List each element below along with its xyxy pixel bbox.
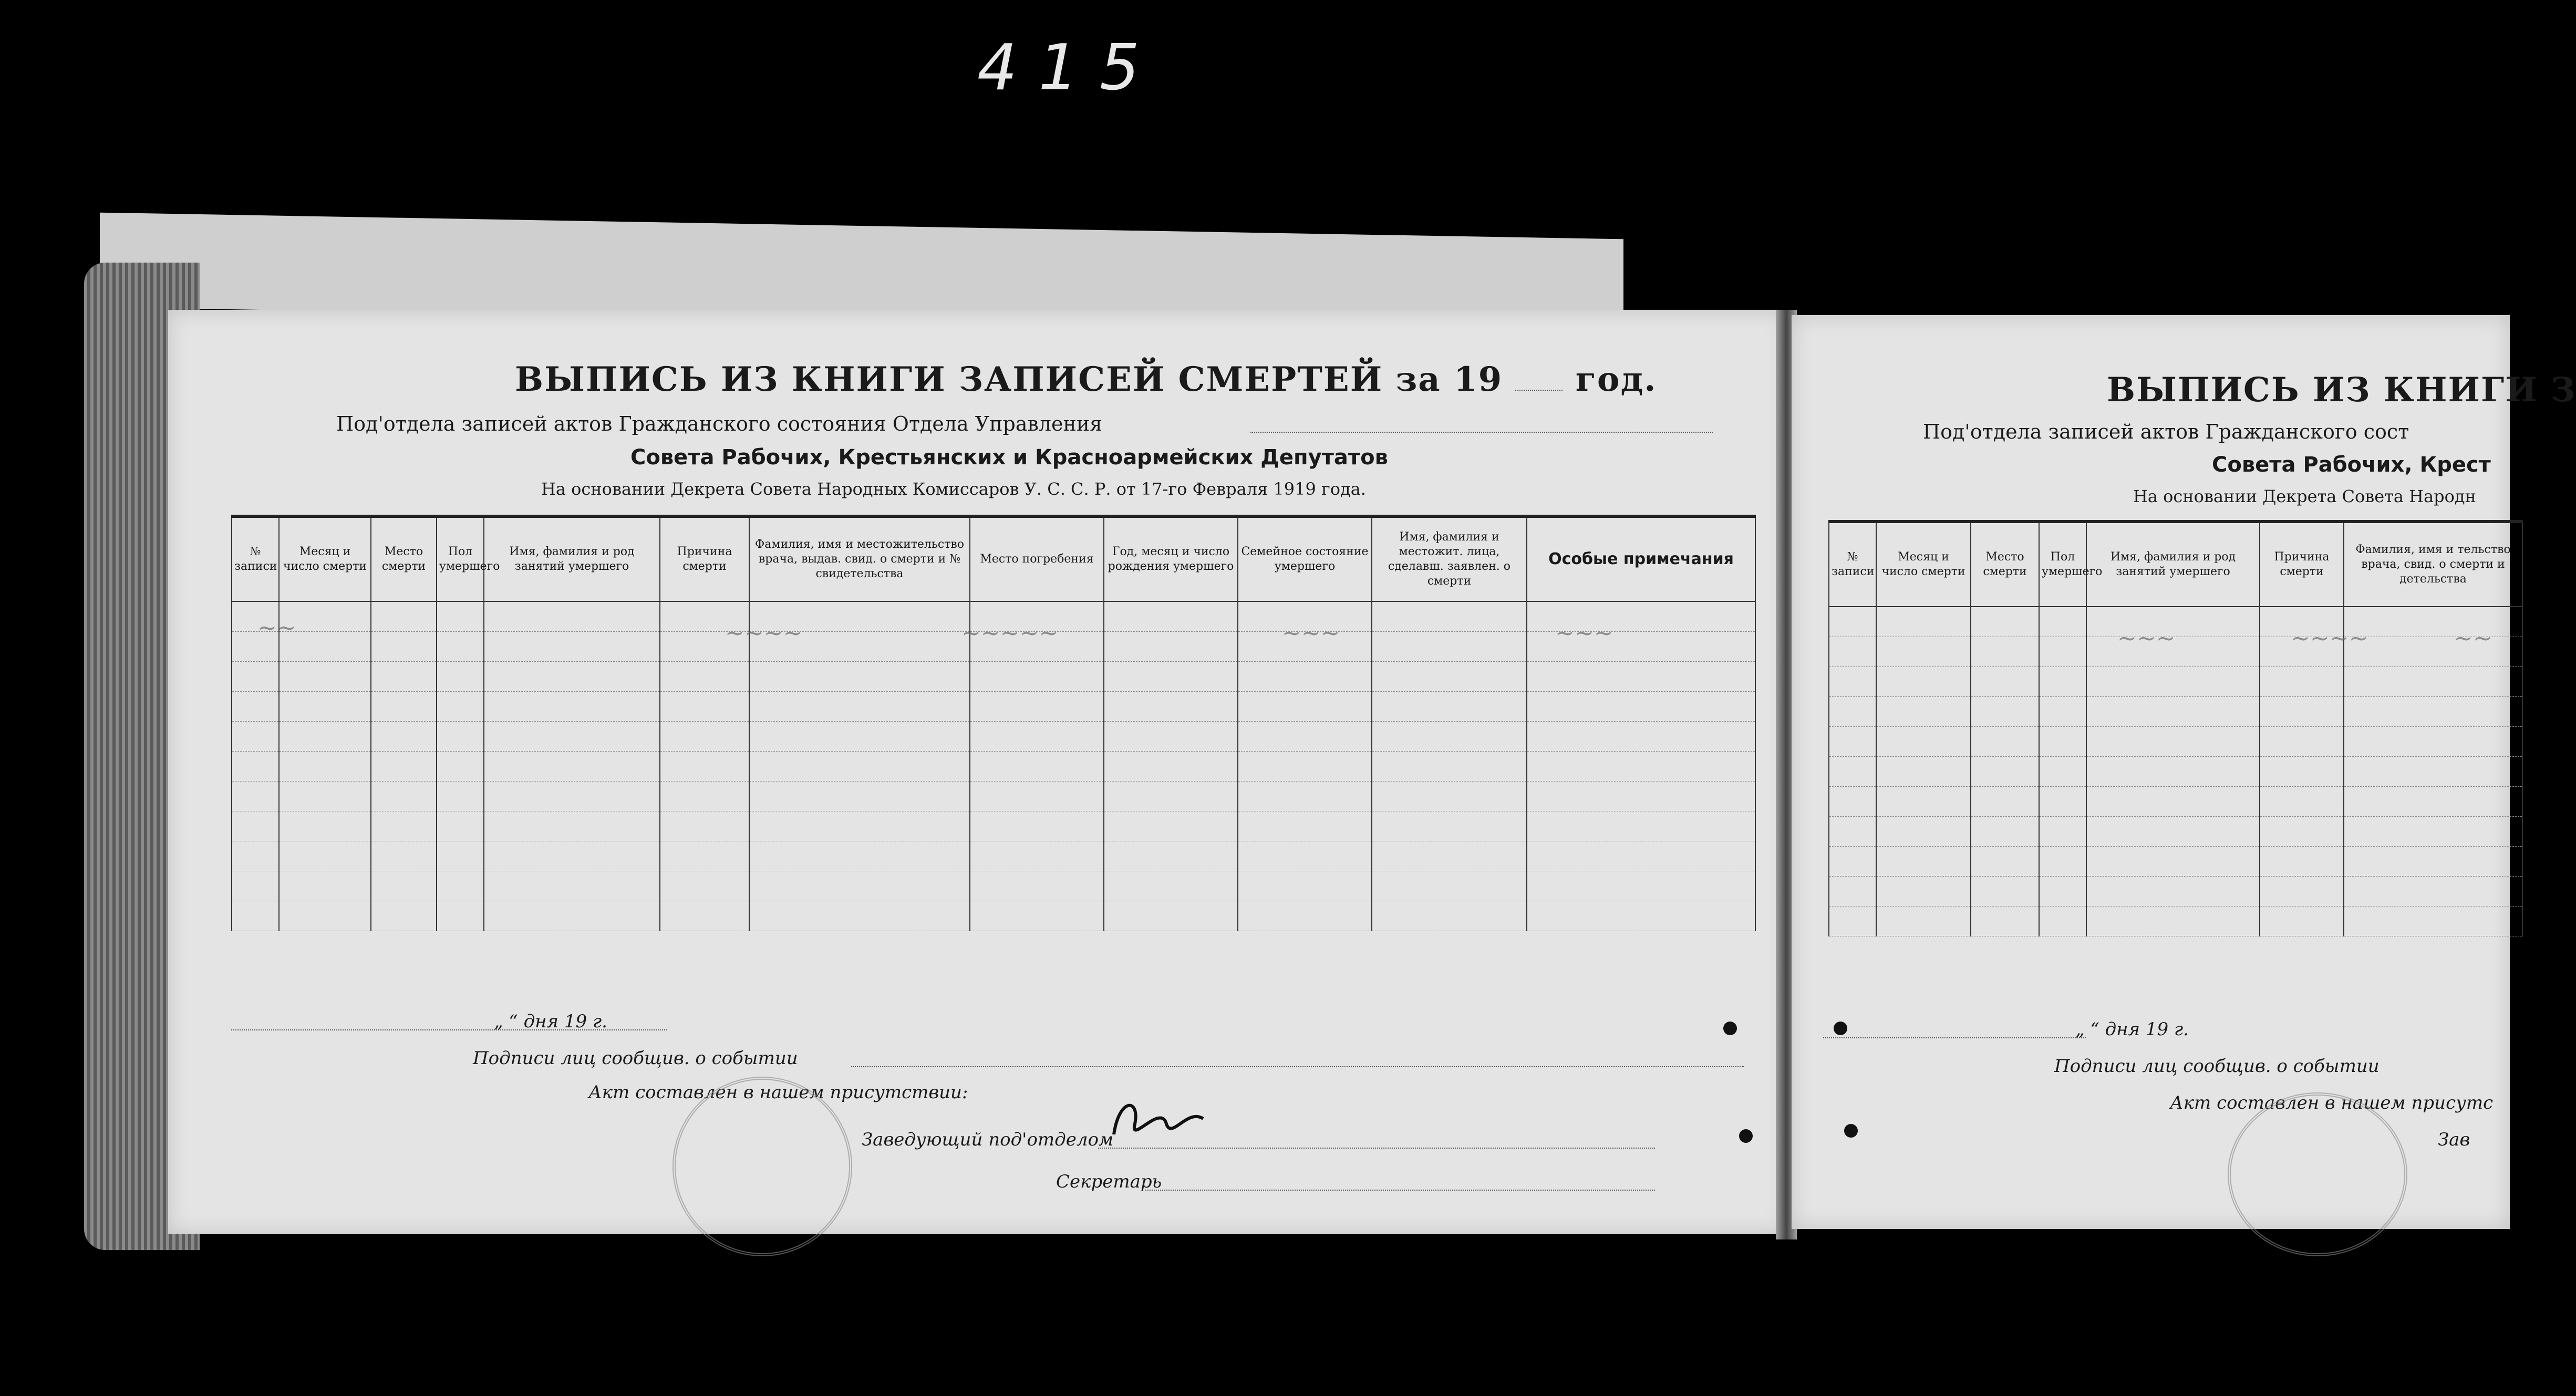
left-subtitle-1: Под'отдела записей актов Гражданского состояния Отдела Управления xyxy=(336,412,1103,435)
archive-number: 415 xyxy=(977,32,1161,105)
left-ledger-header xyxy=(232,516,1755,601)
handwriting-trace: ~~~~ xyxy=(2291,625,2368,652)
col-death-date: Месяц и число смерти xyxy=(279,516,371,601)
table-row xyxy=(1829,787,2522,817)
table-row xyxy=(1829,847,2522,877)
handwriting-trace: ~~~ xyxy=(1282,620,1340,647)
table-row xyxy=(232,752,1755,782)
handwriting-trace: ~~~ xyxy=(2117,625,2176,652)
left-subtitle-fill xyxy=(1250,432,1713,433)
right-date-line: „ “ дня 19 г. xyxy=(2075,1019,2189,1040)
col-birth-date: Год, месяц и число рождения умершего xyxy=(1104,516,1238,601)
right-subtitle-2: Совета Рабочих, Крест xyxy=(2212,453,2491,477)
right-title: ВЫПИСЬ ИЗ КНИГИ З xyxy=(2107,370,2576,410)
official-stamp xyxy=(673,1077,852,1256)
col-cause: Причина смерти xyxy=(660,516,749,601)
right-head-line: Зав xyxy=(2438,1129,2470,1150)
right-subtitle-3: На основании Декрета Совета Народн xyxy=(2133,486,2476,506)
table-row xyxy=(1829,817,2522,847)
table-row xyxy=(1829,907,2522,936)
table-row xyxy=(232,811,1755,841)
col-entry-number: № записи xyxy=(1829,522,1876,607)
head-signature-scribble xyxy=(1103,1092,1219,1150)
col-entry-number: № записи xyxy=(232,516,279,601)
punch-hole xyxy=(1844,1124,1858,1138)
date-fill-line xyxy=(1823,1037,2086,1038)
table-row xyxy=(232,901,1755,931)
col-declarant: Имя, фамилия и местожит. лица, сделавш. заявлен. о смерти xyxy=(1372,516,1527,601)
left-ledger-table xyxy=(231,515,1756,931)
right-ledger-table xyxy=(1828,520,2523,936)
secretary-fill-line xyxy=(1145,1190,1655,1191)
table-row xyxy=(232,782,1755,811)
table-row xyxy=(1829,757,2522,787)
left-head-line: Заведующий под'отделом xyxy=(862,1129,1114,1150)
punch-hole xyxy=(1834,1022,1847,1035)
table-row xyxy=(1829,637,2522,667)
col-death-date: Месяц и число смерти xyxy=(1876,522,1971,607)
handwriting-trace: ~~ xyxy=(257,614,296,641)
handwriting-trace: ~~~~ xyxy=(725,620,803,647)
handwriting-trace: ~~~ xyxy=(1555,620,1613,647)
right-act-line: Акт составлен в нашем присутс xyxy=(2170,1092,2494,1113)
table-row xyxy=(1829,877,2522,907)
col-death-place: Место смерти xyxy=(371,516,437,601)
col-sex: Пол умершего xyxy=(2039,522,2086,607)
official-stamp xyxy=(2228,1092,2407,1256)
table-row xyxy=(232,871,1755,901)
col-cause: Причина смерти xyxy=(2260,522,2344,607)
col-marital-status: Семейное состояние умершего xyxy=(1238,516,1372,601)
table-row xyxy=(232,841,1755,871)
right-ledger-header xyxy=(1829,522,2522,607)
table-row xyxy=(1829,727,2522,757)
col-death-place: Место смерти xyxy=(1971,522,2039,607)
col-doctor: Фамилия, имя и местожительство врача, выдав. свид. о смерти и № свидетельства xyxy=(749,516,970,601)
col-burial-place: Место погребения xyxy=(970,516,1104,601)
table-row xyxy=(1829,697,2522,727)
left-subtitle-2: Совета Рабочих, Крестьянских и Красноармейских Депутатов xyxy=(630,445,1388,470)
col-name-occupation: Имя, фамилия и род занятий умершего xyxy=(484,516,660,601)
left-title: ВЫПИСЬ ИЗ КНИГИ ЗАПИСЕЙ СМЕРТЕЙ за 19 год. xyxy=(515,360,1657,399)
punch-hole xyxy=(1723,1022,1737,1035)
left-secretary-line: Секретарь xyxy=(1056,1171,1162,1192)
left-date-line: „ “ дня 19 г. xyxy=(494,1011,607,1032)
col-doctor: Фамилия, имя и тельство врача, свид. о смерти и детельства xyxy=(2344,522,2522,607)
left-page xyxy=(168,310,1786,1234)
col-name-occupation: Имя, фамилия и род занятий умершего xyxy=(2086,522,2260,607)
punch-hole xyxy=(1739,1129,1753,1143)
table-row xyxy=(232,692,1755,722)
right-page xyxy=(1792,315,2576,1229)
left-act-line: Акт составлен в нашем присутствии: xyxy=(588,1082,968,1103)
right-subtitle-1: Под'отдела записей актов Гражданского сост xyxy=(1923,420,2409,443)
col-sex: Пол умершего xyxy=(437,516,484,601)
handwriting-trace: ~~ xyxy=(2454,625,2492,652)
col-special-notes: Особые примечания xyxy=(1527,516,1755,601)
signatures-fill-line xyxy=(851,1066,1744,1067)
table-row xyxy=(1829,607,2522,637)
handwriting-trace: ~~~~~ xyxy=(961,620,1059,647)
table-row xyxy=(232,722,1755,752)
right-signatures-line: Подписи лиц сообщив. о событии xyxy=(2054,1056,2380,1077)
table-row xyxy=(232,662,1755,692)
table-row xyxy=(1829,667,2522,697)
left-signatures-line: Подписи лиц сообщив. о событии xyxy=(473,1048,798,1069)
left-subtitle-3: На основании Декрета Совета Народных Комиссаров У. С. С. Р. от 17-го Февраля 1919 года. xyxy=(541,479,1366,499)
